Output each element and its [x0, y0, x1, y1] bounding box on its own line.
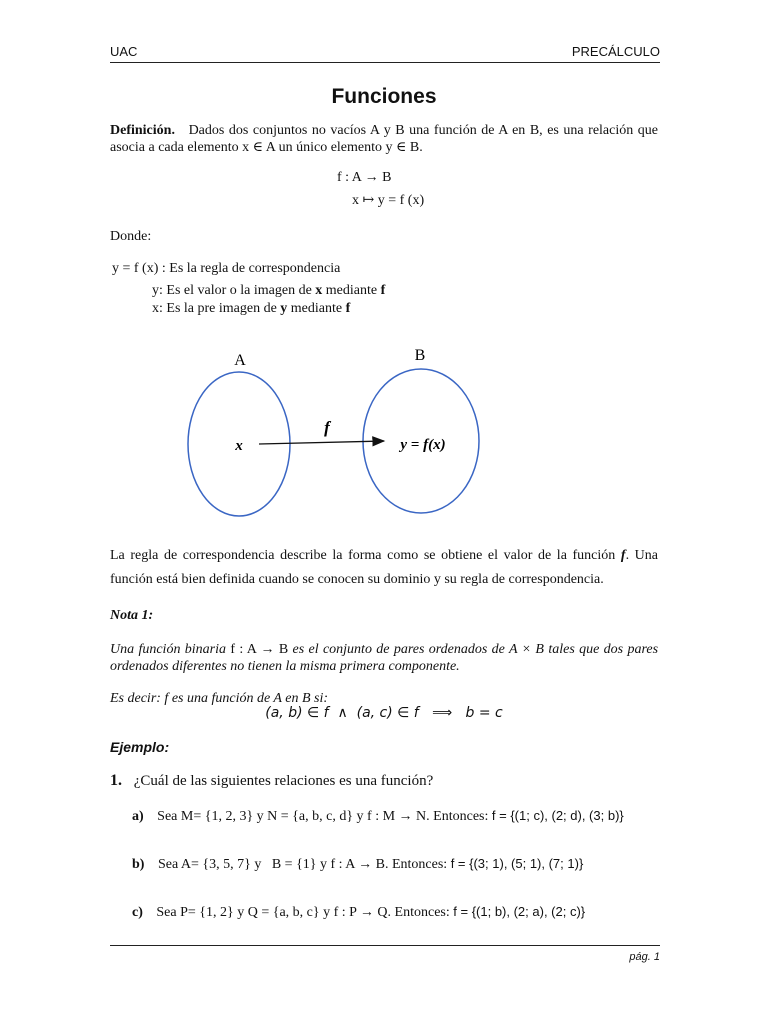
y-mid: mediante: [325, 283, 378, 298]
donde-label: Donde:: [110, 229, 152, 244]
nota-paragraph: [110, 641, 658, 675]
nota-math: f : A → B: [230, 642, 289, 657]
item-mid: . Entonces:: [384, 857, 448, 872]
nota-formula: (a, b) ∈ f ∧ (a, c) ∈ f ⟹ b = c: [265, 705, 503, 721]
header-left: UAC: [110, 44, 138, 59]
label-f: f: [324, 418, 330, 437]
item-label: c): [132, 905, 143, 920]
label-a: A: [234, 352, 246, 369]
nota-product: A × B: [509, 642, 544, 657]
nota-text-1: Una función binaria: [110, 642, 227, 657]
page-title: Funciones: [331, 85, 437, 108]
label-y: y = f(x): [400, 437, 446, 453]
y-description: [152, 283, 385, 299]
question-number: 1.: [110, 772, 122, 789]
x-mid: mediante: [290, 301, 343, 316]
item-label: a): [132, 809, 144, 824]
definition-end: .: [419, 140, 423, 155]
rule-text: : Es la regla de correspondencia: [161, 261, 341, 276]
y-bold: x: [315, 283, 323, 298]
header-rule: [110, 62, 660, 63]
nota-text-2: es el conjunto de pares ordenados de: [292, 642, 505, 657]
item-map: f : P → Q: [333, 905, 388, 920]
mapping-line-2: x ↦ y = f (x): [352, 193, 425, 208]
y-text: y: Es el valor o la imagen de: [152, 283, 312, 298]
rule-line: [112, 261, 340, 277]
nota-text-3: tales que dos pares ordenados diferentes no tienen la misma primera componente.: [110, 642, 659, 674]
item-text: Sea P= {1, 2} y Q = {a, b, c} y: [156, 905, 331, 920]
list-item: [132, 808, 624, 825]
label-x: x: [235, 438, 243, 454]
item-set: f = {(3; 1), (5; 1), (7; 1)}: [450, 856, 584, 871]
paragraph-text-2: . Una función está bien definida cuando se conocen su dominio y su regla de correspondencia.: [110, 548, 658, 587]
paragraph-f: f: [620, 548, 626, 563]
item-map: f : A → B: [330, 857, 385, 872]
y-f: f: [380, 283, 386, 298]
label-b: B: [414, 347, 426, 364]
item-text: Sea A= {3, 5, 7} y B = {1} y: [157, 857, 328, 872]
question-text: ¿Cuál de las siguientes relaciones es una función?: [133, 773, 434, 789]
item-set: f = {(1; c), (2; d), (3; b)}: [491, 808, 624, 823]
nota-heading: Nota 1:: [110, 608, 154, 623]
footer-rule: [110, 945, 660, 946]
paragraph-text-1: La regla de correspondencia describe la forma como se obtiene el valor de la función: [110, 548, 616, 563]
item-mid: . Entonces:: [387, 905, 450, 920]
x-bold: y: [280, 301, 288, 316]
header-right: PRECÁLCULO: [571, 44, 660, 59]
x-f: f: [345, 301, 351, 316]
definition-label: Definición.: [110, 123, 175, 138]
x-description: [152, 301, 350, 317]
ejemplo-heading: Ejemplo:: [110, 739, 170, 755]
item-set: f = {(1; b), (2; a), (2; c)}: [453, 904, 586, 919]
item-mid: . Entonces:: [426, 809, 489, 824]
item-text: Sea M= {1, 2, 3} y N = {a, b, c, d} y: [157, 809, 364, 824]
definition-paragraph: [110, 122, 658, 156]
definition-elem-y: y ∈ B: [385, 140, 420, 155]
definition-text-1: Dados dos conjuntos no vacíos A y B una función de A en B, es una relación que asocia a cada elemento: [110, 123, 658, 155]
nota-es-decir: Es decir: f es una función de A en B si:: [110, 691, 328, 706]
page-number: pág. 1: [629, 951, 660, 963]
definition-elem-x: x ∈ A: [242, 140, 276, 155]
correspondence-paragraph: [110, 544, 658, 592]
item-label: b): [132, 857, 145, 872]
rule-math: y = f (x): [112, 261, 159, 276]
x-text: x: Es la pre imagen de: [152, 301, 277, 316]
page-header: [110, 42, 660, 64]
list-item: [132, 904, 585, 921]
list-item: [132, 856, 583, 873]
mapping-arrow: [259, 441, 384, 444]
item-map: f : M → N: [367, 809, 427, 824]
function-diagram: [170, 340, 490, 530]
question-1: [110, 772, 433, 790]
mapping-line-1: f : A → B: [337, 170, 392, 185]
definition-text-2: un único elemento: [278, 140, 383, 155]
